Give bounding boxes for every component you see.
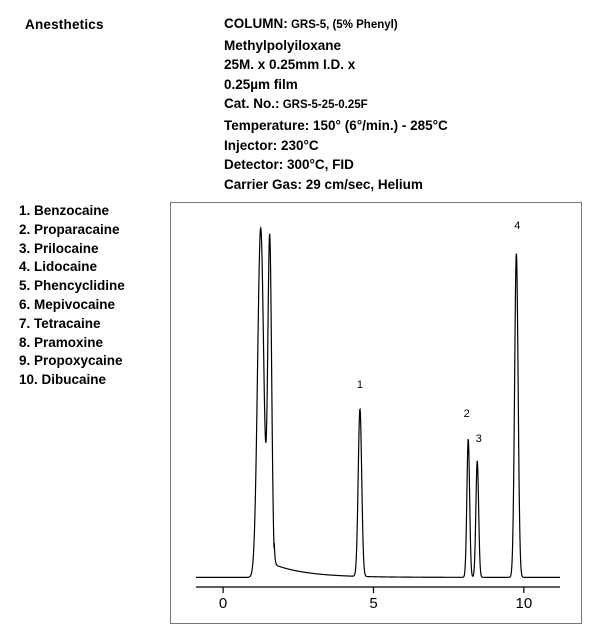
peak-identification-list: [19, 202, 125, 390]
chromatogram-trace: [171, 203, 583, 625]
x-axis-tick-label: 0: [218, 595, 228, 612]
list-item: 2. Proparacaine: [19, 221, 120, 237]
method-line-label: 25M. x 0.25mm I.D. x: [224, 57, 356, 73]
method-line-label: 0.25µm film: [224, 76, 298, 92]
method-line-value: GRS-5, (5% Phenyl): [287, 19, 398, 31]
peak-label: 3: [475, 433, 482, 446]
list-item: 6. Mepivocaine: [19, 296, 116, 312]
method-line: [224, 116, 554, 136]
method-line: [224, 94, 554, 116]
list-item: 1. Benzocaine: [19, 203, 110, 218]
method-line: [224, 55, 554, 75]
method-line: [224, 155, 554, 175]
list-item: 3. Prilocaine: [19, 240, 99, 256]
list-item: 5. Phencyclidine: [19, 278, 125, 294]
method-line-label: Carrier Gas: 29 cm/sec, Helium: [224, 176, 423, 192]
method-line-value: GRS-5-25-0.25F: [279, 99, 368, 112]
list-item: 4. Lidocaine: [19, 259, 98, 275]
method-line: [224, 175, 554, 195]
method-line-label: Injector: 230°C: [224, 137, 319, 153]
method-line-label: Cat. No.:: [224, 96, 280, 112]
chromatogram-chart: [170, 202, 582, 624]
method-line-label: Temperature: 150° (6°/min.) - 285°C: [224, 117, 448, 133]
peak-label: 1: [356, 378, 363, 391]
method-line: [224, 75, 554, 95]
page-title: Anesthetics: [25, 17, 104, 32]
x-axis: [196, 587, 560, 593]
method-line-label: Detector: 300°C, FID: [224, 157, 354, 173]
list-item: 9. Propoxycaine: [19, 353, 123, 369]
method-line: [224, 14, 554, 36]
list-item: 8. Pramoxine: [19, 334, 104, 350]
peak-label: 2: [463, 407, 470, 420]
method-line-label: Methylpolyiloxane: [224, 37, 342, 53]
method-line-label: COLUMN:: [224, 16, 288, 31]
peak-label: 4: [514, 220, 521, 233]
x-axis-tick-label: 5: [369, 595, 378, 612]
list-item: 7. Tetracaine: [19, 315, 101, 331]
method-line: [224, 36, 554, 56]
method-conditions-block: [224, 14, 554, 194]
method-line: [224, 136, 554, 156]
x-axis-tick-label: 10: [515, 595, 533, 612]
list-item: 10. Dibucaine: [19, 372, 107, 388]
